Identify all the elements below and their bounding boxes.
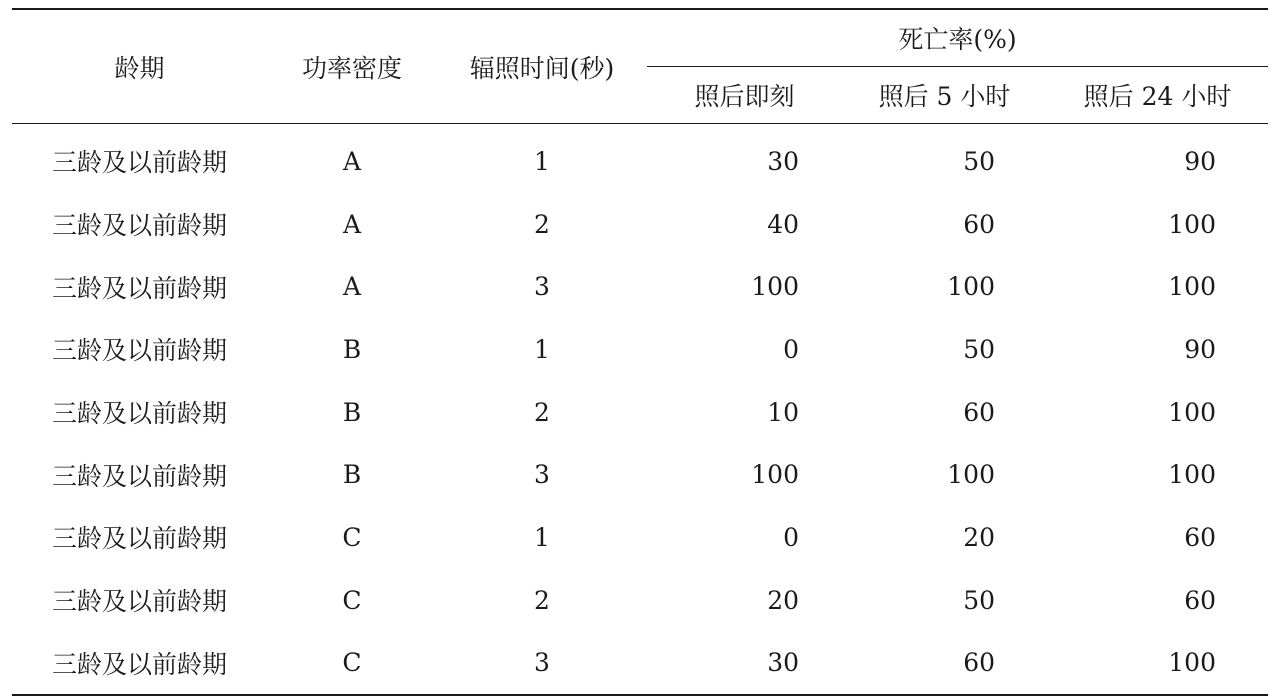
cell-mortality-24h [1047,632,1268,696]
cell-mortality-immediate-value: 40 [767,209,799,239]
cell-mortality-24h [1047,255,1268,318]
cell-power-density: C [342,585,362,615]
cell-mortality-immediate [647,443,842,506]
cell-stage: 三龄及以前龄期 [51,336,227,366]
cell-mortality-24h-value: 100 [1168,272,1216,302]
table-row [12,632,1268,696]
table-row [12,443,1268,506]
header-power-density: 功率密度 [267,9,437,124]
cell-mortality-immediate-value: 0 [783,334,799,364]
header-after-5h: 照后 5 小时 [842,67,1047,124]
table-header [12,9,1268,124]
cell-mortality-24h [1047,506,1268,569]
header-mortality-group: 死亡率(%) [647,9,1268,67]
cell-mortality-immediate-value: 20 [767,585,799,615]
mortality-table [12,8,1268,696]
cell-irradiation-time: 3 [437,632,647,696]
cell-stage: 三龄及以前龄期 [51,399,227,429]
cell-mortality-immediate [647,506,842,569]
cell-irradiation-time: 3 [534,460,550,490]
cell-mortality-5h-value: 100 [947,272,995,302]
cell-mortality-24h [1047,318,1268,381]
mortality-table-container [12,8,1268,696]
cell-mortality-24h-value: 90 [1184,146,1216,176]
cell-stage: 三龄及以前龄期 [51,148,227,178]
cell-mortality-immediate [647,255,842,318]
table-row [12,506,1268,569]
cell-mortality-5h [842,255,1047,318]
cell-mortality-24h-value: 100 [1168,397,1216,427]
table-row [12,318,1268,381]
cell-power-density: A [342,272,362,302]
cell-mortality-immediate [647,193,842,256]
header-irradiation-time: 辐照时间(秒) [437,9,647,124]
cell-mortality-immediate [647,318,842,381]
cell-power-density: C [267,632,437,696]
cell-mortality-5h-value: 50 [963,585,995,615]
cell-mortality-immediate-value: 10 [767,397,799,427]
cell-irradiation-time: 1 [534,522,550,552]
cell-irradiation-time: 3 [534,272,550,302]
cell-mortality-immediate-value: 100 [751,272,799,302]
cell-mortality-24h-value: 60 [1184,585,1216,615]
cell-mortality-24h [1047,443,1268,506]
cell-stage: 三龄及以前龄期 [51,211,227,241]
cell-mortality-24h-value: 100 [1168,209,1216,239]
cell-mortality-24h-value: 60 [1184,522,1216,552]
cell-mortality-24h [1047,124,1268,193]
cell-mortality-5h-value: 50 [963,334,995,364]
cell-mortality-immediate-value: 30 [767,146,799,176]
cell-mortality-5h-value: 60 [963,648,995,678]
table-row [12,569,1268,632]
cell-mortality-24h-value: 100 [1168,648,1216,678]
cell-mortality-5h-value: 20 [963,522,995,552]
cell-mortality-5h-value: 50 [963,146,995,176]
cell-stage: 三龄及以前龄期 [51,587,227,617]
cell-stage: 三龄及以前龄期 [12,632,267,696]
cell-irradiation-time: 2 [534,209,550,239]
cell-stage: 三龄及以前龄期 [51,524,227,554]
cell-mortality-5h [842,443,1047,506]
cell-power-density: A [342,209,362,239]
cell-mortality-5h-value: 60 [963,209,995,239]
header-stage: 龄期 [12,9,267,124]
cell-mortality-5h-value: 100 [947,460,995,490]
cell-mortality-5h [842,124,1047,193]
table-row [12,124,1268,193]
cell-stage: 三龄及以前龄期 [51,461,227,491]
cell-mortality-5h [842,193,1047,256]
header-after-24h: 照后 24 小时 [1047,67,1268,124]
cell-mortality-24h-value: 100 [1168,460,1216,490]
cell-mortality-24h [1047,381,1268,444]
header-immediate: 照后即刻 [647,67,842,124]
cell-power-density: A [342,146,362,176]
cell-power-density: B [342,460,362,490]
cell-mortality-24h [1047,193,1268,256]
cell-mortality-24h-value: 90 [1184,334,1216,364]
cell-irradiation-time: 2 [534,585,550,615]
cell-mortality-immediate [647,381,842,444]
cell-mortality-immediate [647,632,842,696]
cell-irradiation-time: 2 [534,397,550,427]
cell-mortality-5h [842,318,1047,381]
cell-mortality-5h-value: 60 [963,397,995,427]
cell-power-density: C [342,522,362,552]
cell-mortality-5h [842,381,1047,444]
cell-mortality-immediate-value: 0 [783,522,799,552]
cell-mortality-5h [842,569,1047,632]
cell-mortality-immediate [647,569,842,632]
cell-mortality-24h [1047,569,1268,632]
cell-power-density: B [342,334,362,364]
table-body [12,124,1268,696]
table-row [12,255,1268,318]
cell-mortality-immediate [647,124,842,193]
cell-mortality-5h [842,506,1047,569]
cell-irradiation-time: 1 [534,146,550,176]
cell-irradiation-time: 1 [534,334,550,364]
table-row [12,193,1268,256]
cell-stage: 三龄及以前龄期 [51,273,227,303]
cell-mortality-immediate-value: 100 [751,460,799,490]
cell-power-density: B [342,397,362,427]
cell-mortality-immediate-value: 30 [767,648,799,678]
cell-mortality-5h [842,632,1047,696]
table-row [12,381,1268,444]
